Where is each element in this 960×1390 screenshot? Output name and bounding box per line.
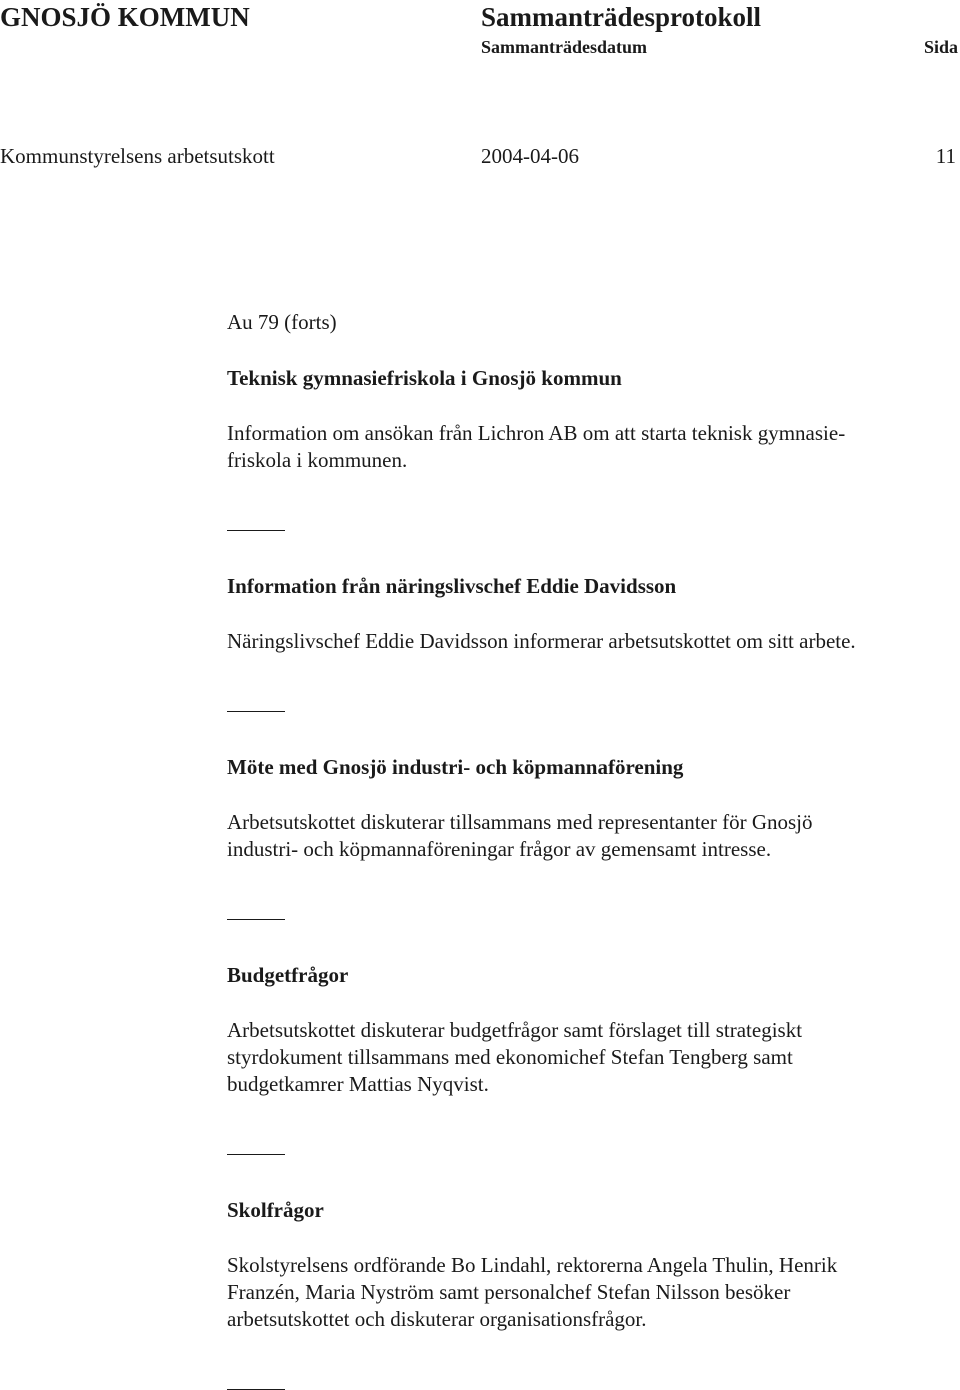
text-line: Skolstyrelsens ordförande Bo Lindahl, rektorerna Angela Thulin, Henrik bbox=[227, 1253, 838, 1277]
meeting-date: 2004-04-06 bbox=[481, 144, 579, 168]
section-title: Möte med Gnosjö industri- och köpmannaförening bbox=[227, 755, 684, 779]
section-industry-meeting bbox=[227, 754, 947, 863]
municipality-name: GNOSJÖ KOMMUN bbox=[0, 2, 250, 32]
text-line: Näringslivschef Eddie Davidsson informerar arbetsutskottet om sitt arbete. bbox=[227, 629, 856, 653]
text-line: styrdokument tillsammans med ekonomichef Stefan Tengberg samt bbox=[227, 1045, 793, 1069]
section-text bbox=[227, 628, 947, 655]
protocol-content bbox=[227, 309, 947, 1390]
text-line: Franzén, Maria Nyström samt personalchef Stefan Nilsson besöker bbox=[227, 1280, 791, 1304]
text-line: friskola i kommunen. bbox=[227, 448, 408, 472]
text-line: Arbetsutskottet diskuterar budgetfrågor samt förslaget till strategiskt bbox=[227, 1018, 803, 1042]
section-divider bbox=[227, 711, 285, 712]
section-text bbox=[227, 809, 947, 863]
section-text bbox=[227, 420, 947, 474]
page-label: Sida bbox=[923, 37, 958, 57]
document-type: Sammanträdesprotokoll bbox=[481, 2, 762, 32]
committee-name: Kommunstyrelsens arbetsutskott bbox=[0, 144, 275, 168]
section-text bbox=[227, 1252, 947, 1333]
text-line: budgetkamrer Mattias Nyqvist. bbox=[227, 1072, 489, 1096]
text-line: industri- och köpmannaföreningar frågor av gemensamt intresse. bbox=[227, 837, 772, 861]
section-budget bbox=[227, 962, 947, 1098]
section-divider bbox=[227, 530, 285, 531]
section-title: Budgetfrågor bbox=[227, 963, 349, 987]
section-divider bbox=[227, 919, 285, 920]
text-line: arbetsutskottet och diskuterar organisationsfrågor. bbox=[227, 1307, 647, 1331]
section-title: Skolfrågor bbox=[227, 1198, 324, 1222]
page-number: 11 bbox=[935, 144, 956, 168]
paragraph-reference: Au 79 (forts) bbox=[227, 310, 337, 334]
text-line: Information om ansökan från Lichron AB om att starta teknisk gymnasie- bbox=[227, 421, 846, 445]
section-text bbox=[227, 1017, 947, 1098]
section-technical-school bbox=[227, 365, 947, 474]
meeting-date-label: Sammanträdesdatum bbox=[481, 37, 648, 57]
section-title: Information från näringslivschef Eddie Davidsson bbox=[227, 574, 677, 598]
section-divider bbox=[227, 1154, 285, 1155]
section-school bbox=[227, 1197, 947, 1333]
text-line: Arbetsutskottet diskuterar tillsammans med representanter för Gnosjö bbox=[227, 810, 813, 834]
section-business-chief bbox=[227, 573, 947, 655]
section-title: Teknisk gymnasiefriskola i Gnosjö kommun bbox=[227, 366, 622, 390]
